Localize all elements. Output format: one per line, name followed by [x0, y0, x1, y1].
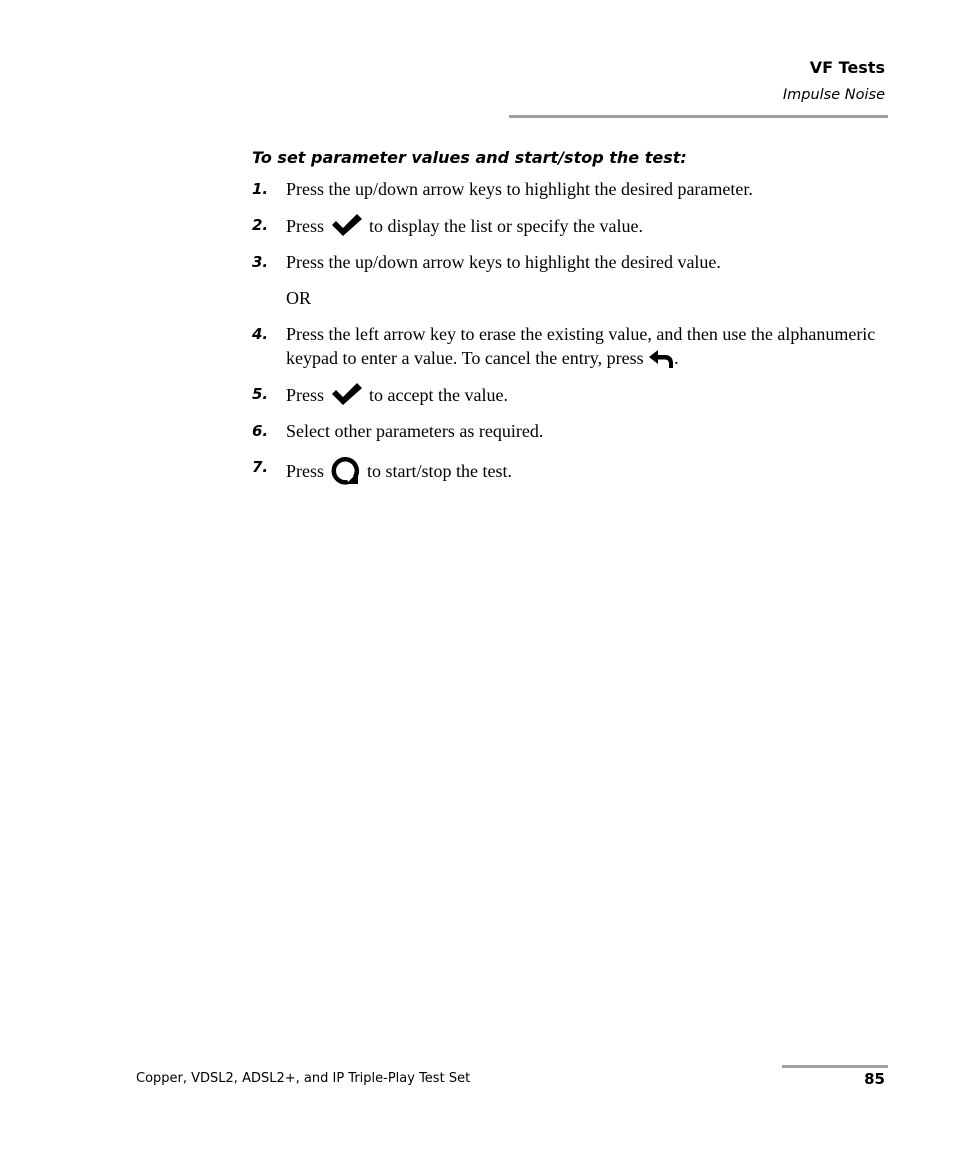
step-item — [252, 419, 882, 443]
step-text-before: Press — [286, 216, 325, 236]
step-number: 5. — [252, 385, 269, 403]
step-item — [252, 177, 882, 201]
procedure-heading: To set parameter values and start/stop the test: — [252, 148, 687, 167]
step-text: Select other parameters as required. — [286, 421, 544, 441]
step-item — [252, 455, 882, 485]
return-arrow-icon — [648, 349, 674, 369]
step-text-after: to start/stop the test. — [367, 461, 512, 481]
page-header-title: VF Tests — [809, 58, 885, 77]
footer-divider — [782, 1065, 888, 1068]
step-text-before: Press — [286, 385, 325, 405]
page-header-subtitle: Impulse Noise — [782, 87, 885, 103]
step-number: 1. — [252, 180, 269, 198]
checkmark-icon — [331, 382, 363, 406]
step-text: Press the up/down arrow keys to highlight the desired parameter. — [286, 179, 753, 199]
start-stop-icon — [331, 455, 361, 485]
checkmark-icon — [331, 213, 363, 237]
step-text: Press the up/down arrow keys to highlight the desired value. — [286, 252, 721, 272]
step-text-after: to display the list or specify the value. — [369, 216, 643, 236]
step-text-after: . — [674, 348, 679, 368]
footer-product-name: Copper, VDSL2, ADSL2+, and IP Triple-Play Test Set — [136, 1071, 471, 1086]
or-separator: OR — [286, 288, 312, 308]
step-number: 7. — [252, 458, 269, 476]
header-divider — [509, 115, 888, 118]
page-number: 85 — [864, 1070, 885, 1088]
step-item — [252, 250, 882, 274]
step-item — [252, 382, 882, 407]
step-item — [252, 213, 882, 238]
step-item — [252, 322, 882, 370]
step-text-before: Press — [286, 461, 325, 481]
step-number: 3. — [252, 253, 269, 271]
step-number: 4. — [252, 325, 269, 343]
step-text-after: to accept the value. — [369, 385, 508, 405]
step-text-before: Press the left arrow key to erase the existing value, and then use the alphanumeric keypad to enter a value. To cancel the entry, press — [286, 324, 876, 368]
step-list — [252, 177, 882, 497]
step-number: 6. — [252, 422, 269, 440]
step-number: 2. — [252, 216, 269, 234]
